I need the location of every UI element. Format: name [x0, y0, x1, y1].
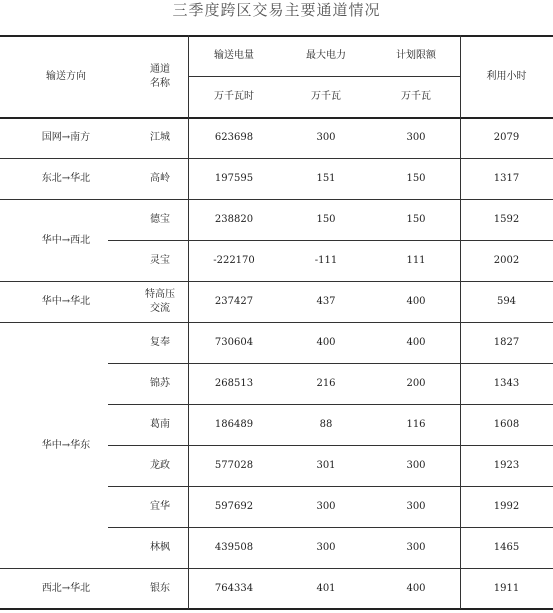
- max-power-cell: 216: [316, 378, 336, 389]
- energy-cell: 268513: [214, 378, 254, 389]
- header-energy: 输送电量: [214, 50, 254, 61]
- header-max-power: 最大电力: [306, 50, 346, 61]
- plan-limit-cell: 150: [406, 214, 426, 225]
- channel-line1: 特高压: [145, 289, 175, 300]
- max-power-cell: 151: [316, 173, 336, 184]
- plan-limit-cell: 300: [406, 132, 426, 143]
- hours-cell: 2002: [493, 255, 520, 266]
- energy-cell: 237427: [214, 296, 254, 307]
- direction-cell: 华中→华东: [41, 439, 91, 451]
- channel-cell: 葛南: [150, 419, 170, 430]
- max-power-cell: 300: [316, 132, 336, 143]
- energy-cell: 623698: [214, 132, 254, 143]
- energy-cell: 577028: [214, 460, 254, 471]
- channel-line2: 交流: [150, 303, 170, 314]
- plan-limit-cell: 111: [406, 255, 426, 266]
- plan-limit-cell: 400: [406, 296, 426, 307]
- direction-cell: 华中→华北: [41, 296, 91, 307]
- channel-cell: 高岭: [150, 173, 170, 184]
- channel-cell: 复奉: [150, 337, 170, 348]
- energy-cell: 197595: [214, 173, 254, 184]
- plan-limit-cell: 300: [406, 542, 426, 553]
- max-power-cell: -111: [314, 255, 338, 266]
- max-power-cell: 437: [316, 296, 336, 307]
- header-plan-limit: 计划限额: [396, 50, 436, 61]
- header-energy-unit: 万千瓦时: [214, 91, 254, 102]
- energy-cell: -222170: [213, 255, 255, 266]
- plan-limit-cell: 150: [406, 173, 426, 184]
- hours-cell: 2079: [493, 132, 520, 143]
- header-max-power-unit: 万千瓦: [311, 91, 341, 102]
- header-direction: 输送方向: [46, 70, 86, 82]
- hours-cell: 1923: [493, 460, 520, 471]
- channel-cell: 林枫: [150, 542, 170, 553]
- header-channel: [132, 36, 188, 117]
- max-power-cell: 300: [316, 542, 336, 553]
- hours-cell: 1465: [493, 542, 520, 553]
- channel-cell: [132, 282, 188, 322]
- plan-limit-cell: 300: [406, 460, 426, 471]
- hours-cell: 594: [496, 296, 517, 307]
- hours-cell: 1343: [493, 378, 520, 389]
- plan-limit-cell: 400: [406, 337, 426, 348]
- hours-cell: 1592: [493, 214, 520, 225]
- hours-cell: 1317: [493, 173, 520, 184]
- max-power-cell: 400: [316, 337, 336, 348]
- energy-cell: 439508: [214, 542, 254, 553]
- header-hours: 利用小时: [486, 70, 527, 82]
- plan-limit-cell: 400: [406, 582, 426, 594]
- table-title: 三季度跨区交易主要通道情况: [172, 1, 381, 19]
- header-channel-line2: 名称: [150, 77, 170, 89]
- direction-cell: 东北→华北: [41, 173, 91, 184]
- table-bottom-rule: [0, 608, 553, 610]
- channel-cell: 锦苏: [150, 378, 170, 389]
- max-power-cell: 150: [316, 214, 336, 225]
- hours-cell: 1911: [493, 582, 520, 594]
- max-power-cell: 301: [316, 460, 336, 471]
- channel-cell: 灵宝: [150, 255, 170, 266]
- channel-cell: 银东: [150, 582, 170, 594]
- direction-cell: 华中→西北: [41, 234, 91, 246]
- energy-cell: 597692: [214, 501, 254, 512]
- direction-cell: 西北→华北: [41, 582, 91, 594]
- energy-cell: 238820: [214, 214, 254, 225]
- channel-cell: 龙政: [150, 460, 170, 471]
- plan-limit-cell: 300: [406, 501, 426, 512]
- header-channel-line1: 通道: [150, 63, 170, 75]
- channel-cell: 江城: [150, 132, 170, 143]
- max-power-cell: 88: [319, 419, 333, 430]
- direction-cell: 国网→南方: [41, 132, 91, 143]
- energy-cell: 764334: [214, 582, 254, 594]
- channel-cell: 宜华: [150, 501, 170, 512]
- plan-limit-cell: 116: [406, 419, 426, 430]
- hours-cell: 1827: [493, 337, 520, 348]
- plan-limit-cell: 200: [406, 378, 426, 389]
- hours-cell: 1608: [493, 419, 520, 430]
- header-plan-limit-unit: 万千瓦: [401, 91, 431, 102]
- max-power-cell: 300: [316, 501, 336, 512]
- max-power-cell: 401: [316, 582, 336, 594]
- channel-cell: 德宝: [150, 214, 170, 225]
- energy-cell: 730604: [214, 337, 254, 348]
- hours-cell: 1992: [493, 501, 520, 512]
- energy-cell: 186489: [214, 419, 254, 430]
